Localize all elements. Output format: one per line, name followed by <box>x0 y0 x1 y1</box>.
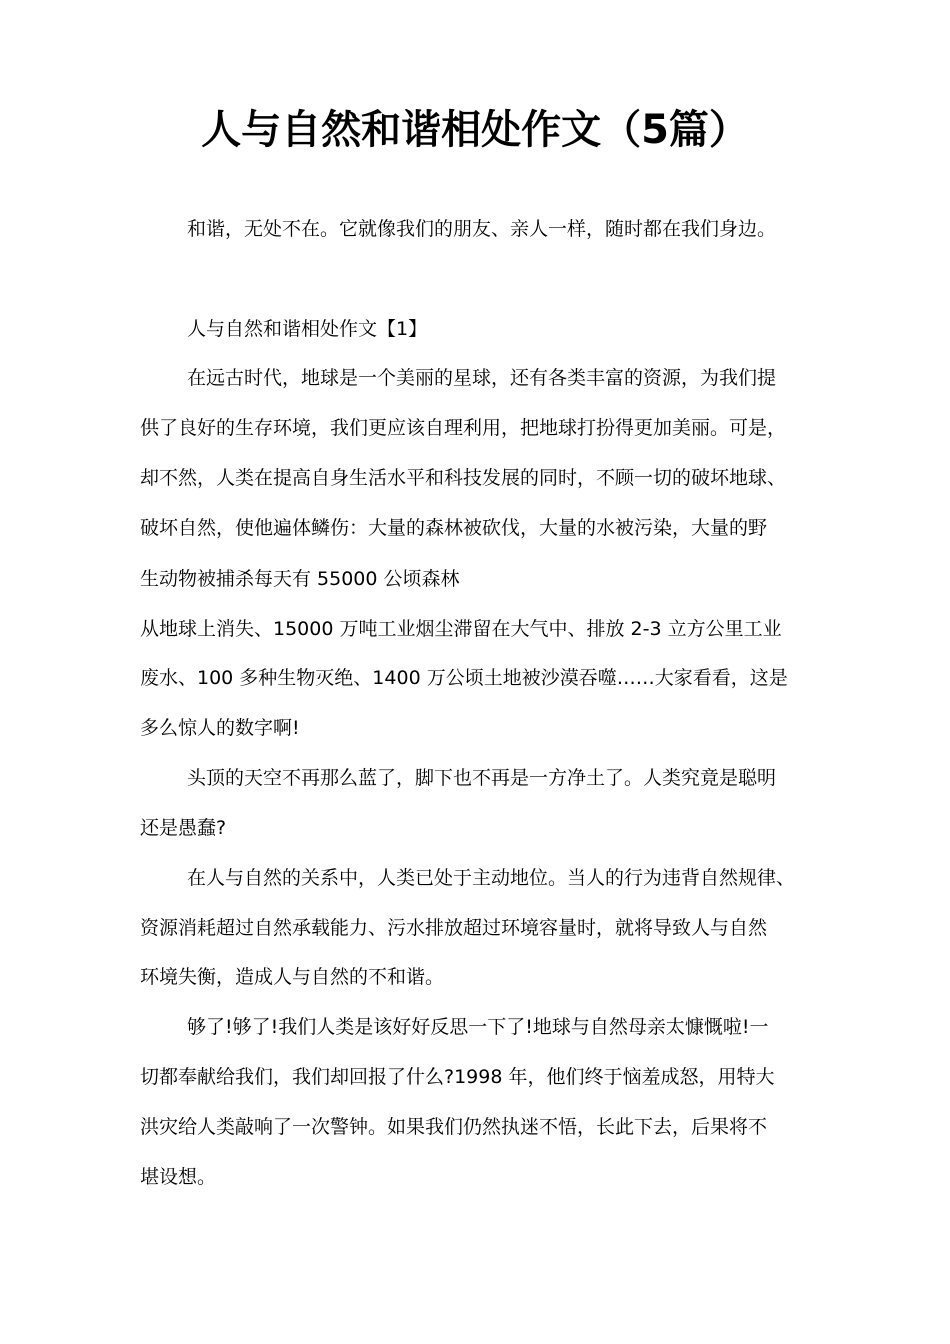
section-heading: 人与自然和谐相处作文【1】 <box>187 318 428 340</box>
paragraph-line: 从地球上消失、15000 万吨工业烟尘滞留在大气中、排放 2-3 立方公里工业 <box>140 618 782 640</box>
document-title: 人与自然和谐相处作文（5篇） <box>201 107 749 153</box>
paragraph-line: 却不然，人类在提高自身生活水平和科技发展的同时，不顾一切的破坏地球、 <box>140 467 787 489</box>
paragraph-line: 切都奉献给我们，我们却回报了什么?1998 年，他们终于恼羞成怒，用特大 <box>140 1066 775 1088</box>
paragraph-line: 生动物被捕杀每天有 55000 公顷森林 <box>140 568 460 590</box>
paragraph-line: 供了良好的生存环境，我们更应该自理利用，把地球打扮得更加美丽。可是， <box>140 417 787 439</box>
paragraph-line: 在人与自然的关系中，人类已处于主动地位。当人的行为违背自然规律、 <box>187 867 796 889</box>
paragraph-line: 还是愚蠢? <box>140 817 227 839</box>
paragraph-line: 在远古时代，地球是一个美丽的星球，还有各类丰富的资源，为我们提 <box>187 367 777 389</box>
intro-line: 和谐，无处不在。它就像我们的朋友、亲人一样，随时都在我们身边。 <box>187 218 777 240</box>
paragraph-line: 环境失衡，造成人与自然的不和谐。 <box>140 966 445 988</box>
paragraph-line: 头顶的天空不再那么蓝了，脚下也不再是一方净土了。人类究竟是聪明 <box>187 767 777 789</box>
paragraph-line: 洪灾给人类敲响了一次警钟。如果我们仍然执迷不悟，长此下去，后果将不 <box>140 1116 768 1138</box>
paragraph-line: 多么惊人的数字啊! <box>140 717 300 739</box>
paragraph-line: 堪设想。 <box>140 1166 217 1188</box>
paragraph-line: 破坏自然，使他遍体鳞伤：大量的森林被砍伐，大量的水被污染，大量的野 <box>140 517 768 539</box>
paragraph-line: 废水、100 多种生物灭绝、1400 万公顷土地被沙漠吞噬……大家看看，这是 <box>140 667 788 689</box>
paragraph-line: 够了!够了!我们人类是该好好反思一下了!地球与自然母亲太慷慨啦!一 <box>187 1016 769 1038</box>
paragraph-line: 资源消耗超过自然承载能力、污水排放超过环境容量时，就将导致人与自然 <box>140 917 768 939</box>
